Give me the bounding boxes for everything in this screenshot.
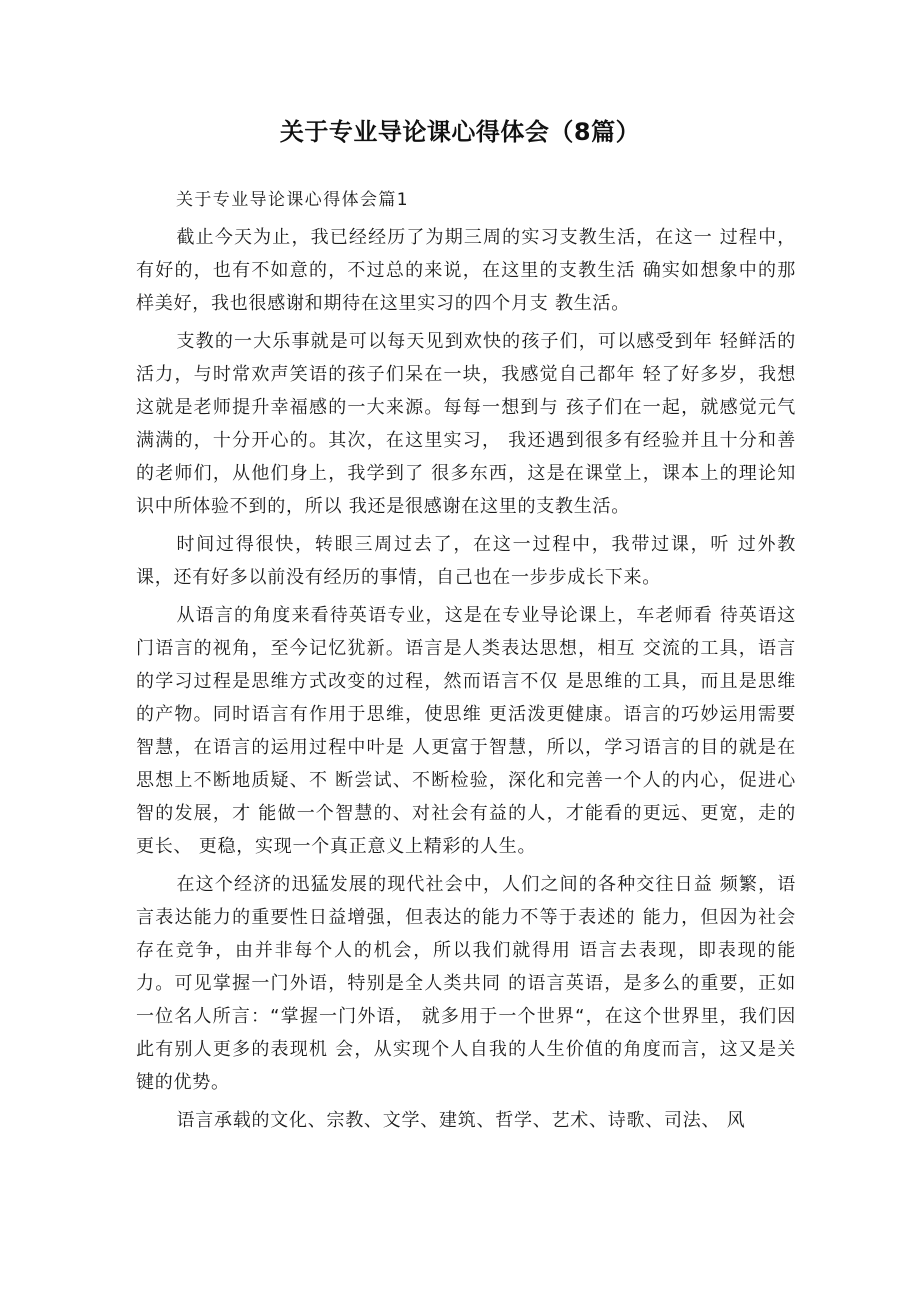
paragraph-1: 截止今天为止，我已经经历了为期三周的实习支教生活，在这一 过程中，有好的，也有不如意的，不过总的来说，在这里的支教生活 确实如想象中的那样美好，我也很感谢和期待在这里实习的四个月支 教生活。 — [136, 227, 796, 314]
paragraph-2: 支教的一大乐事就是可以每天见到欢快的孩子们，可以感受到年 轻鲜活的活力，与时常欢声笑语的孩子们呆在一块，我感觉自己都年 轻了好多岁，我想这就是老师提升幸福感的一大来源。每每一想到与 孩子们在一起，就感觉元气满满的，十分开心的。其次，在这里实习， 我还遇到很多有经验并且十分和善的老师们，从他们身上，我学到了 很多东西，这是在课堂上，课本上的理论知识中所体验不到的，所以 我还是很感谢在这里的支教生活。 — [136, 331, 796, 517]
paragraph-3: 时间过得很快，转眼三周过去了，在这一过程中，我带过课，听 过外教课，还有好多以前没有经历的事情，自己也在一步步成长下来。 — [136, 534, 796, 588]
document-body — [136, 221, 796, 1142]
document-title: 关于专业导论课心得体会（8篇） — [279, 118, 641, 146]
paragraph-4: 从语言的角度来看待英语专业，这是在专业导论课上，车老师看 待英语这门语言的视角，至今记忆犹新。语言是人类表达思想，相互 交流的工具，语言的学习过程是思维方式改变的过程，然而语言不仅 是思维的工具，而且是思维的产物。同时语言有作用于思维，使思维 更活泼更健康。语言的巧妙运用需要智慧，在语言的运用过程中叶是 人更富于智慧，所以，学习语言的目的就是在思想上不断地质疑、不 断尝试、不断检验，深化和完善一个人的内心，促进心智的发展，才 能做一个智慧的、对社会有益的人，才能看的更远、更宽，走的更长、 更稳，实现一个真正意义上精彩的人生。 — [136, 605, 796, 857]
paragraph-6: 语言承载的文化、宗教、文学、建筑、哲学、艺术、诗歌、司法、 风 — [176, 1110, 746, 1131]
section-heading: 关于专业导论课心得体会篇1 — [176, 190, 410, 210]
paragraph-5: 在这个经济的迅猛发展的现代社会中，人们之间的各种交往日益 频繁，语言表达能力的重要性日益增强，但表达的能力不等于表述的 能力，但因为社会存在竞争，由并非每个人的机会，所以我们就得用 语言去表现，即表现的能力。可见掌握一门外语，特别是全人类共同 的语言英语，是多么的重要，正如一位名人所言：“掌握一门外语， 就多用于一个世界“，在这个世界里，我们因此有别人更多的表现机 会，从实现个人自我的人生价值的角度而言，这又是关键的优势。 — [136, 874, 796, 1093]
